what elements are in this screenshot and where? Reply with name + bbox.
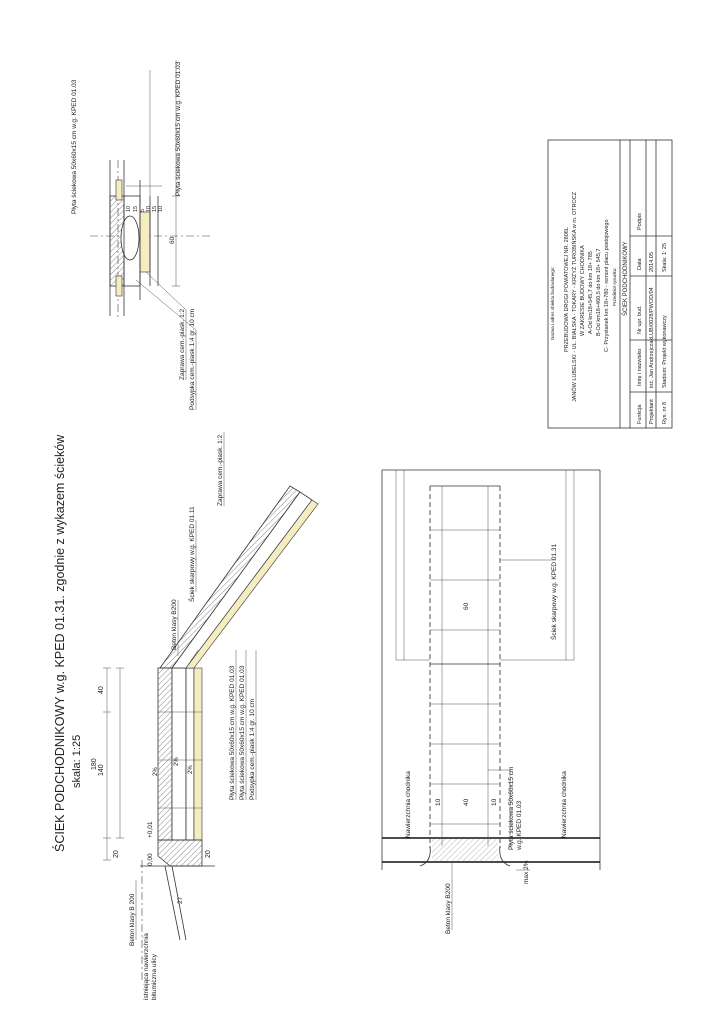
pct-1: 2% (153, 767, 159, 776)
detail-dim-small: 15 (152, 205, 158, 212)
detail-dim-small: 10 (126, 205, 132, 212)
label-podsypka: Podsypka cem.-piask 1:4 gr. 10 cm (249, 698, 256, 800)
cross-section-detail (71, 60, 210, 410)
label-nawierzchnia-1: istniejąca nawierzchnia (143, 933, 150, 1000)
tb-h-imie: Imię i nazwisko (637, 348, 643, 386)
detail-dim-small: 5 (140, 208, 146, 212)
label-beton-b200-left: Beton klasy B 200 (129, 893, 136, 946)
plan-dim-10a: 10 (435, 798, 442, 806)
detail-plyta-a: Płyta ściekowa 50x60x15 cm w.g. KPED 01.03 (71, 79, 78, 214)
plan-plyta-1: Płyta ściekowa 50x60x15 cm (508, 766, 515, 850)
tb-project-line-5: B-Od km18+460,5 do km 18+ 545,7 (596, 248, 602, 336)
plan-view (382, 470, 600, 934)
tb-header-small: Nazwa i adres obiektu budowlanego: (550, 266, 555, 340)
label-nawierzchnia-2: bitumiczna ulicy (151, 954, 158, 1000)
tb-h-nrupr: Nr upr. bud. (637, 305, 643, 334)
tb-rys: Rys. nr 8 (662, 401, 668, 424)
tb-h-data: Data (637, 258, 643, 270)
dim-140: 140 (98, 764, 105, 776)
title-block (548, 140, 672, 428)
tb-r-data: 2014.05 (649, 252, 655, 272)
detail-dim-small: 10 (146, 205, 152, 212)
tb-przedmiot-label: Przedmiot rysunku: (612, 267, 617, 306)
section-title-group (52, 434, 83, 852)
detail-bedding (140, 212, 150, 272)
detail-dim-small: 15 (133, 205, 139, 212)
detail-podsypka: Podsypka cem.-piask 1:4 gr. 10 cm (189, 308, 196, 410)
plan-scieg-skarpowy: Ściek skarpowy w.g. KPED 01.31 (551, 543, 558, 640)
label-plyta-1: Płyta ściekowa 50x60x15 cm w.g. KPED 01.03 (229, 665, 236, 800)
dim-20b: 20 (205, 850, 212, 858)
dim-000: 0,00 (147, 853, 154, 866)
tb-przedmiot: ŚCIEK PODCHODNIKOWY (623, 241, 629, 316)
detail-dim-60: 60 (169, 236, 176, 244)
dim-20a: 20 (113, 850, 120, 858)
tb-r-nrupr: LUB/0028/PWOD/04 (649, 287, 655, 338)
concrete-layer (158, 668, 172, 840)
plan-beton-b200: Beton klasy B200 (445, 883, 452, 934)
label-beton-b200-top: Beton klasy B200 (171, 599, 178, 650)
tb-project-line-2: JANÓW LUBELSKI - UL. BIAŁSKA - TOKARY - KRZYŻ TUROBIŃSKA w m. OTROCZ (572, 191, 578, 402)
plan-chodnik-2: Nawierzchnia chodnika (561, 771, 568, 838)
dim-40: 40 (98, 686, 105, 694)
detail-zaprawa: Zaprawa cem.-piask. 1:2 (179, 308, 186, 380)
plan-plyta-2: w.g. KPED 01.03 (516, 800, 523, 850)
slab-layer (172, 668, 186, 840)
detail-plyta-b: Płyta ściekowa 50x60x15 cm w.g. KPED 01.03 (175, 61, 182, 196)
longitudinal-section (91, 432, 318, 1000)
dim-001: +0,01 (147, 821, 154, 838)
plan-dim-10b: 10 (491, 798, 498, 806)
plan-chodnik-1: Nawierzchnia chodnika (405, 771, 412, 838)
tb-project-line-3: W ZAKRESIE BUDOWY CHODNIKA (580, 245, 586, 336)
section-scale: skala: 1:25 (71, 734, 83, 788)
tb-project-line-6: C- Przystanek km 18+780 - remont placu postojowego (604, 219, 610, 352)
section-title: ŚCIEK PODCHODNIKOWY w.g. KPED 01.31. zgodnie z wykazem ścieków (53, 434, 67, 852)
label-plyta-2: Płyta ściekowa 50x60x15 cm w.g. KPED 01.03 (239, 665, 246, 800)
pct-3: 2% (188, 765, 194, 774)
detail-dim-small: 10 (158, 205, 164, 212)
plan-max2: max 2% (523, 860, 530, 884)
label-scieg-skarpowy: Ściek skarpowy w.g. KPED 01.11 (189, 506, 196, 602)
bedding-layer (194, 668, 202, 840)
dim-180: 180 (91, 758, 98, 770)
tb-r-funkcja: Projektant (649, 399, 655, 424)
tb-project-line-1: PRZEBUDOWA DROGI POWIATOWEJ NR. 2806L (564, 227, 570, 352)
tb-project-line-4: A-Od km18+545,7 do km 18+ 785 (588, 251, 594, 334)
dim-27: 27 (177, 896, 184, 904)
slope-bedding (186, 500, 318, 668)
pct-2: 2% (174, 757, 180, 766)
tb-h-funkcja: Funkcja (637, 404, 643, 424)
tb-h-podpis: Podpis (637, 213, 643, 230)
tb-skala: Skala: 1: 25 (662, 242, 668, 272)
plan-dim-60: 60 (463, 602, 470, 610)
tb-stadium: Stadium: Projekt wykonawczy (662, 315, 668, 388)
plan-dim-40: 40 (463, 798, 470, 806)
slope-concrete (160, 486, 300, 668)
tb-r-imie: inż. Jan Andrzejczak (649, 337, 655, 388)
label-zaprawa-top: Zaprawa cem.-piask. 1:2 (217, 434, 224, 506)
slab-layer-2 (186, 668, 194, 840)
curb-block (158, 840, 202, 866)
